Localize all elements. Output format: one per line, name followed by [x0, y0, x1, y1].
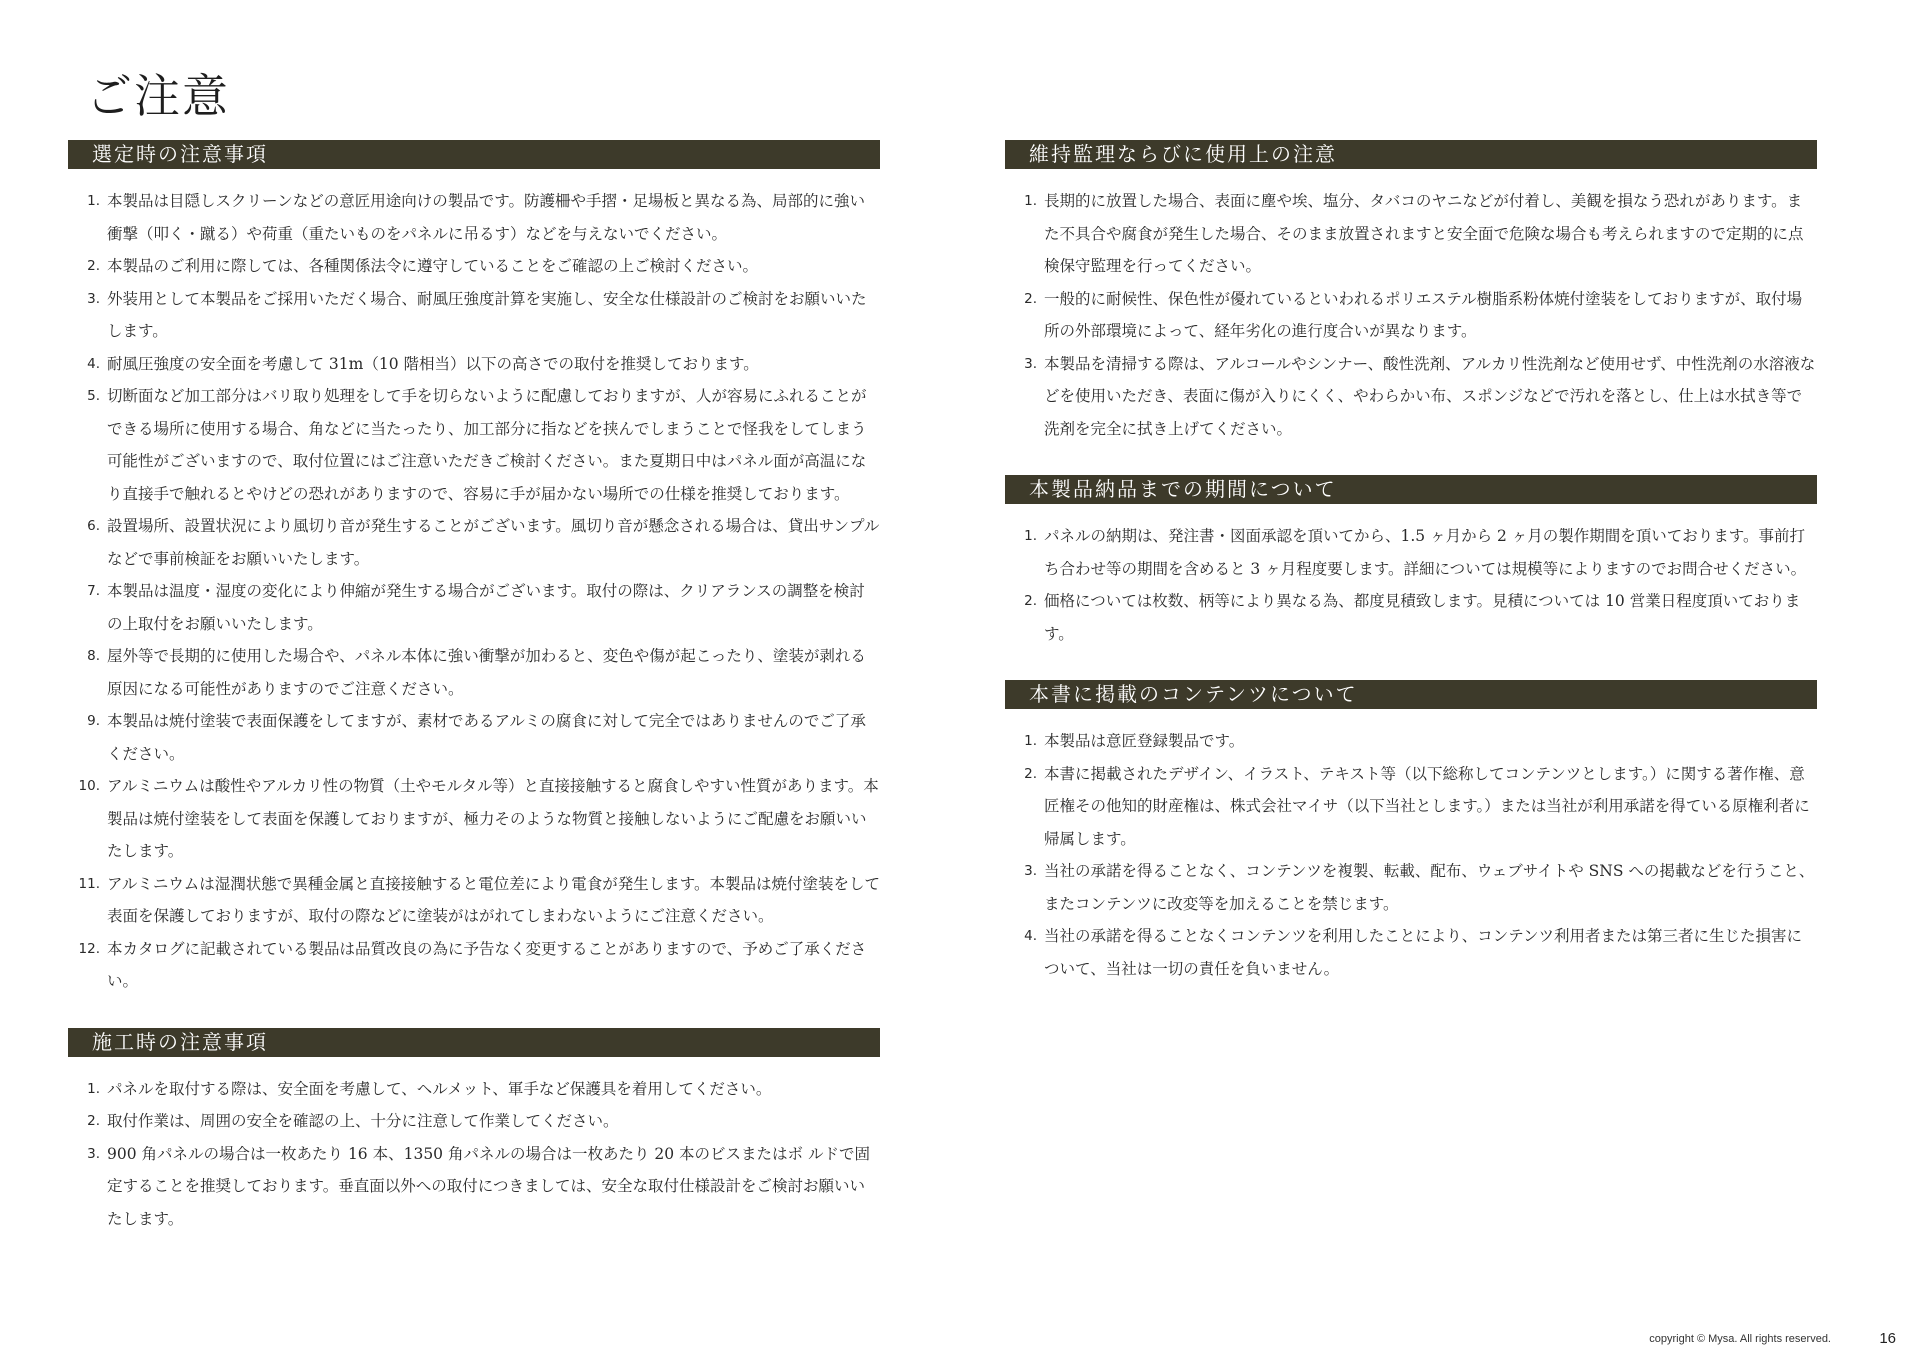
list-item	[68, 250, 880, 283]
item-number: 11.	[78, 875, 100, 892]
item-number: 4.	[1024, 928, 1037, 944]
item-text: 長期的に放置した場合、表面に塵や埃、塩分、タバコのヤニなどが付着し、美観を損なう恐れがあります。また不具合や腐食が発生した場合、そのまま放置されますと安全面で危険な場合も考えられますので定期的に点検保守監理を行ってください。	[1044, 192, 1804, 275]
item-text: アルミニウムは湿潤状態で異種金属と直接接触すると電位差により電食が発生します。本製品は焼付塗装をして表面を保護しておりますが、取付の際などに塗装がはがれてしまわないようにご注意ください。	[107, 874, 880, 925]
item-number: 3.	[87, 290, 100, 307]
item-text: 本書に掲載されたデザイン、イラスト、テキスト等（以下総称してコンテンツとします。）に関する著作権、意匠権その他知的財産権は、株式会社マイサ（以下当社とします。）または当社が利用承諾を得ている原権利者に帰属します。	[1044, 764, 1810, 848]
section-header: 本書に掲載のコンテンツについて	[1005, 680, 1817, 709]
list-item	[68, 1138, 880, 1236]
item-number: 1.	[87, 193, 100, 209]
item-number: 2.	[87, 258, 100, 274]
item-number: 2.	[87, 1113, 100, 1129]
section-header: 選定時の注意事項	[68, 140, 880, 169]
list-item	[1005, 920, 1817, 985]
item-number: 8.	[87, 648, 100, 664]
item-list	[68, 185, 880, 998]
list-item	[68, 640, 880, 705]
item-text: 価格については枚数、柄等により異なる為、都度見積致します。見積については 10 営業日程度頂いております。	[1044, 592, 1801, 643]
list-item	[68, 185, 880, 250]
item-number: 3.	[87, 1145, 100, 1162]
item-text: 本製品は意匠登録製品です。	[1044, 732, 1245, 750]
item-text: 本製品を清掃する際は、アルコールやシンナー、酸性洗剤、アルカリ性洗剤など使用せず、中性洗剤の水溶液などを使用いただき、表面に傷が入りにくく、やわらかい布、スポンジなどで汚れを落とし、仕上は水拭き等で洗剤を完全に拭き上げてください。	[1044, 354, 1816, 438]
left-column	[68, 140, 880, 1265]
item-number: 2.	[1024, 765, 1037, 782]
item-text: 外装用として本製品をご採用いただく場合、耐風圧強度計算を実施し、安全な仕様設計のご検討をお願いいたします。	[107, 289, 867, 340]
list-item	[68, 283, 880, 348]
item-text: 取付作業は、周囲の安全を確認の上、十分に注意して作業してください。	[107, 1112, 619, 1130]
item-number: 6.	[87, 518, 100, 534]
item-text: 本製品は温度・湿度の変化により伸縮が発生する場合がございます。取付の際は、クリアランスの調整を検討の上取付をお願いいたします。	[107, 582, 865, 633]
item-text: パネルを取付する際は、安全面を考慮して、ヘルメット、軍手など保護具を着用してください。	[107, 1079, 772, 1098]
page-title: ご注意	[86, 69, 230, 123]
list-item	[68, 380, 880, 510]
list-item	[1005, 348, 1817, 446]
item-number: 5.	[87, 388, 100, 404]
item-number: 1.	[1024, 193, 1037, 209]
item-text: 屋外等で長期的に使用した場合や、パネル本体に強い衝撃が加わると、変色や傷が起こったり、塗装が剥れる原因になる可能性がありますのでご注意ください。	[107, 647, 866, 698]
item-text: 設置場所、設置状況により風切り音が発生することがございます。風切り音が懸念される場合は、貸出サンプルなどで事前検証をお願いいたします。	[107, 517, 880, 568]
item-list	[1005, 520, 1817, 650]
item-list	[1005, 185, 1817, 445]
section-header: 維持監理ならびに使用上の注意	[1005, 140, 1817, 169]
list-item	[1005, 855, 1817, 920]
list-item	[68, 705, 880, 770]
section-header: 施工時の注意事項	[68, 1028, 880, 1057]
item-number: 3.	[1024, 355, 1037, 372]
list-item	[68, 348, 880, 381]
copyright-notice: copyright © Mysa. All rights reserved.	[1649, 1333, 1831, 1345]
list-item	[68, 1073, 880, 1106]
item-text: 本カタログに記載されている製品は品質改良の為に予告なく変更することがありますので、予めご了承ください。	[107, 939, 867, 990]
item-list	[1005, 725, 1817, 985]
section-content-rights	[1005, 680, 1817, 985]
list-item	[68, 770, 880, 868]
list-item	[1005, 758, 1817, 856]
item-number: 10.	[78, 778, 100, 794]
list-item	[68, 868, 880, 933]
item-text: 一般的に耐候性、保色性が優れているといわれるポリエステル樹脂系粉体焼付塗装をしておりますが、取付場所の外部環境によって、経年劣化の進行度合いが異なります。	[1044, 289, 1803, 340]
item-list	[68, 1073, 880, 1236]
item-text: パネルの納期は、発注書・図面承認を頂いてから、1.5 ヶ月から 2 ヶ月の製作期間を頂いております。事前打ち合わせ等の期間を含めると 3 ヶ月程度要します。詳細については規模等によりますのでお問合せください。	[1044, 527, 1807, 578]
list-item	[68, 575, 880, 640]
item-number: 12.	[78, 940, 100, 957]
item-number: 4.	[87, 355, 100, 372]
section-installation-precautions	[68, 1028, 880, 1236]
item-text: 耐風圧強度の安全面を考慮して 31m（10 階相当）以下の高さでの取付を推奨しております。	[107, 354, 759, 373]
list-item	[1005, 185, 1817, 283]
section-maintenance-precautions	[1005, 140, 1817, 445]
item-text: 当社の承諾を得ることなく、コンテンツを複製、転載、配布、ウェブサイトや SNS への掲載などを行うこと、またコンテンツに改変等を加えることを禁じます。	[1044, 862, 1815, 913]
item-text: 当社の承諾を得ることなくコンテンツを利用したことにより、コンテンツ利用者または第三者に生じた損害について、当社は一切の責任を負いません。	[1044, 927, 1802, 978]
item-number: 9.	[87, 713, 100, 729]
list-item	[1005, 585, 1817, 650]
item-number: 2.	[1024, 290, 1037, 307]
page-number: 16	[1879, 1330, 1896, 1347]
item-number: 3.	[1024, 863, 1037, 879]
item-number: 1.	[87, 1080, 100, 1097]
section-delivery-period	[1005, 475, 1817, 650]
item-text: 本製品のご利用に際しては、各種関係法令に遵守していることをご確認の上ご検討ください。	[107, 257, 759, 275]
item-text: 切断面など加工部分はバリ取り処理をして手を切らないように配慮しておりますが、人が容易にふれることができる場所に使用する場合、角などに当たったり、加工部分に指などを挟んでしまうことで怪我をしてしまう可能性がございますので、取付位置にはご注意いただきご検討ください。また夏期日中はパネル面が高温になり直接手で触れるとやけどの恐れがありますので、容易に手が届かない場所での仕様を推奨しております。	[107, 387, 867, 503]
item-number: 7.	[87, 583, 100, 599]
list-item	[1005, 725, 1817, 758]
item-text: 900 角パネルの場合は一枚あたり 16 本、1350 角パネルの場合は一枚あたり 20 本のビスまたはボ ルドで固定することを推奨しております。垂直面以外への取付につきましては、安全な取付仕様設計をご検討お願いいたします。	[107, 1144, 870, 1228]
section-header: 本製品納品までの期間について	[1005, 475, 1817, 504]
list-item	[68, 933, 880, 998]
item-number: 1.	[1024, 733, 1037, 749]
list-item	[1005, 520, 1817, 585]
list-item	[1005, 283, 1817, 348]
section-selection-precautions	[68, 140, 880, 998]
right-column	[1005, 140, 1817, 1015]
list-item	[68, 510, 880, 575]
item-number: 2.	[1024, 593, 1037, 609]
item-text: アルミニウムは酸性やアルカリ性の物質（土やモルタル等）と直接接触すると腐食しやすい性質があります。本製品は焼付塗装をして表面を保護しておりますが、極力そのような物質と接触しないようにご配慮をお願いいたします。	[107, 777, 879, 860]
list-item	[68, 1105, 880, 1138]
item-number: 1.	[1024, 528, 1037, 544]
item-text: 本製品は焼付塗装で表面保護をしてますが、素材であるアルミの腐食に対して完全ではありませんのでご了承ください。	[107, 712, 866, 763]
item-text: 本製品は目隠しスクリーンなどの意匠用途向けの製品です。防護柵や手摺・足場板と異なる為、局部的に強い衝撃（叩く・蹴る）や荷重（重たいものをパネルに吊るす）などを与えないでください。	[107, 192, 865, 243]
